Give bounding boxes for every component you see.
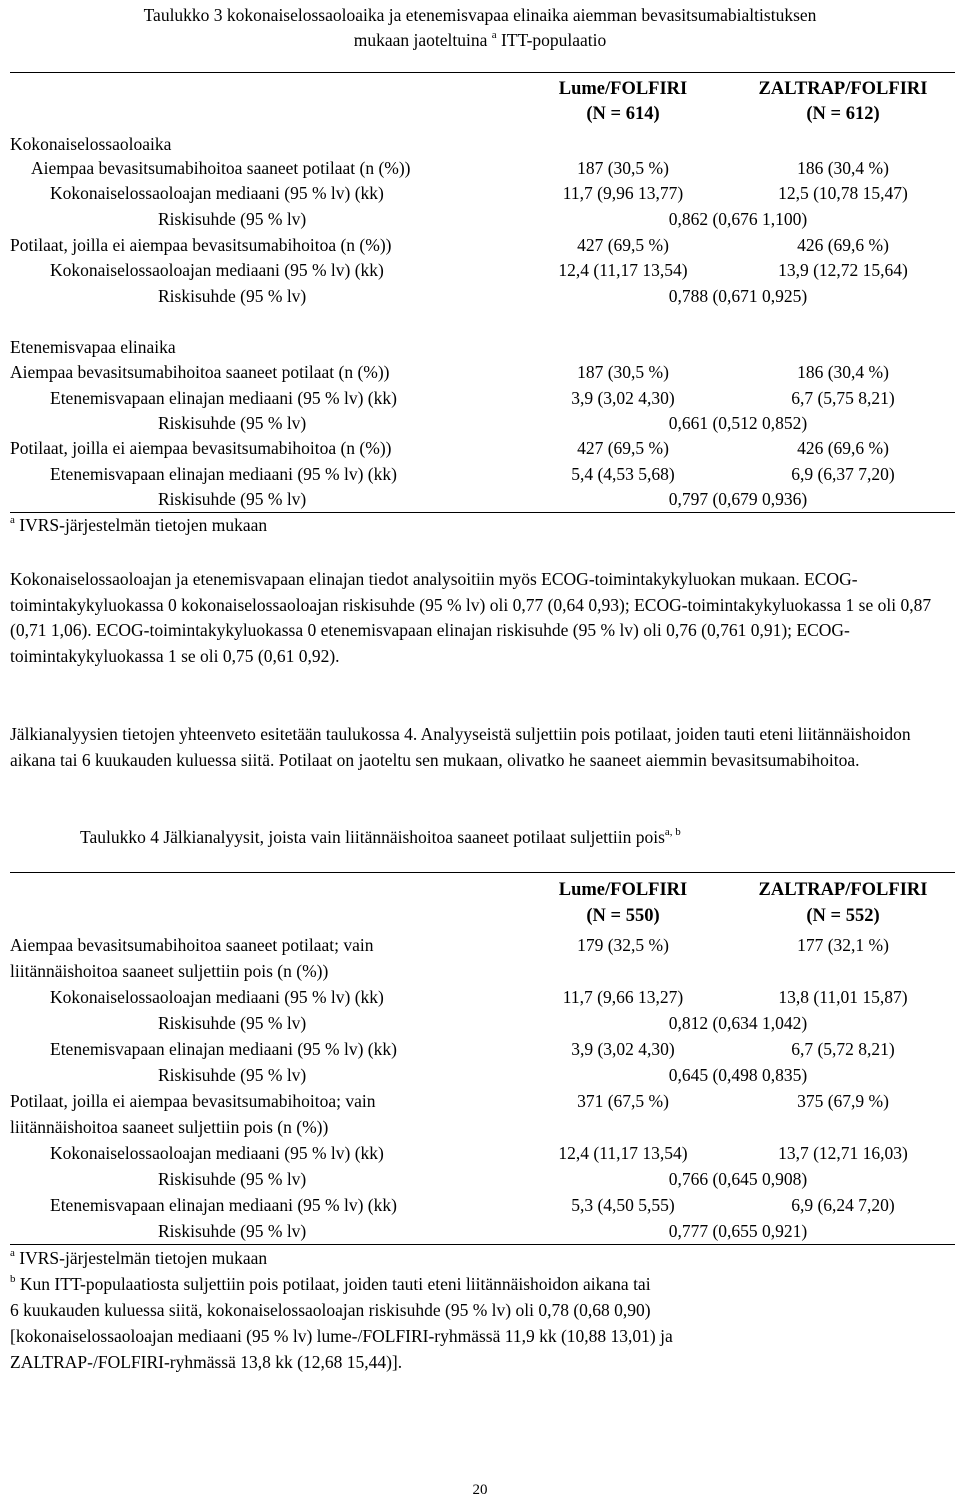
footnote-b-line: ZALTRAP-/FOLFIRI-ryhmässä 13,8 kk (12,68 15,44)]. (10, 1352, 403, 1372)
row-label: Kokonaiselossaoloajan mediaani (95 % lv) (kk) (50, 1143, 384, 1163)
footnote-b-line: 6 kuukauden kuluessa siitä, kokonaiselossaoloajan riskisuhde (95 % lv) oli 0,78 (0,68 0,90) (10, 1300, 651, 1320)
cell-lume: 5,4 (4,53 5,68) (571, 464, 675, 484)
table3-title-suffix: ITT-populaatio (496, 30, 607, 50)
row-label: Riskisuhde (95 % lv) (158, 1013, 307, 1033)
cell-hazard-ratio: 0,797 (0,679 0,936) (668, 489, 808, 509)
row-label: Aiempaa bevasitsumabihoitoa saaneet potilaat (n (%)) (31, 158, 411, 178)
footnote-marker: b (10, 1273, 16, 1285)
table4-footnote-b (10, 1273, 651, 1295)
cell-zaltrap: 426 (69,6 %) (797, 235, 889, 255)
row-label: Potilaat, joilla ei aiempaa bevasitsumabihoitoa (n (%)) (10, 235, 392, 255)
cell-lume: 11,7 (9,96 13,77) (562, 183, 684, 203)
table4-col1-n: (N = 550) (586, 906, 660, 926)
row-label: Aiempaa bevasitsumabihoitoa saaneet potilaat (n (%)) (10, 362, 390, 382)
cell-lume: 371 (67,5 %) (577, 1091, 669, 1111)
page-number: 20 (472, 1482, 488, 1498)
footnote-text: IVRS-järjestelmän tietojen mukaan (19, 1248, 268, 1268)
cell-lume: 179 (32,5 %) (577, 935, 669, 955)
row-label: Kokonaiselossaoloajan mediaani (95 % lv) (kk) (50, 183, 384, 203)
table4-col1-header: Lume/FOLFIRI (558, 880, 688, 900)
cell-zaltrap: 186 (30,4 %) (797, 362, 889, 382)
cell-hazard-ratio: 0,777 (0,655 0,921) (668, 1221, 808, 1241)
row-label: Potilaat, joilla ei aiempaa bevasitsumabihoitoa (n (%)) (10, 438, 392, 458)
table4-footnote-a (10, 1247, 267, 1269)
row-label: Etenemisvapaan elinajan mediaani (95 % lv) (kk) (50, 1039, 397, 1059)
row-label: Kokonaiselossaoloajan mediaani (95 % lv) (kk) (50, 260, 384, 280)
cell-hazard-ratio: 0,812 (0,634 1,042) (668, 1013, 808, 1033)
footnote-marker: a (10, 1247, 15, 1259)
footnote-text: Kun ITT-populaatiosta suljettiin pois potilaat, joiden tauti eteni liitännäishoidon aikana tai (19, 1274, 651, 1294)
row-label: Aiempaa bevasitsumabihoitoa saaneet potilaat; vain (10, 935, 374, 955)
cell-lume: 427 (69,5 %) (577, 438, 669, 458)
cell-lume: 5,3 (4,50 5,55) (571, 1195, 675, 1215)
cell-zaltrap: 6,9 (6,24 7,20) (791, 1195, 895, 1215)
footnote-text: IVRS-järjestelmän tietojen mukaan (19, 515, 268, 535)
row-label: Etenemisvapaan elinajan mediaani (95 % lv) (kk) (50, 464, 397, 484)
row-label: Riskisuhde (95 % lv) (158, 209, 307, 229)
row-label: liitännäishoitoa saaneet suljettiin pois (n (%)) (10, 961, 329, 981)
cell-hazard-ratio: 0,862 (0,676 1,100) (668, 209, 808, 229)
row-label: Potilaat, joilla ei aiempaa bevasitsumabihoitoa; vain (10, 1091, 376, 1111)
table4-col2-header: ZALTRAP/FOLFIRI (758, 880, 928, 900)
row-label: Etenemisvapaan elinajan mediaani (95 % lv) (kk) (50, 388, 397, 408)
row-label: Riskisuhde (95 % lv) (158, 1169, 307, 1189)
row-label: Kokonaiselossaoloajan mediaani (95 % lv) (kk) (50, 987, 384, 1007)
table3-col2-n: (N = 612) (806, 104, 880, 124)
cell-zaltrap: 6,9 (6,37 7,20) (791, 464, 895, 484)
cell-lume: 12,4 (11,17 13,54) (558, 1143, 688, 1163)
paragraph-ecog: Kokonaiselossaoloajan ja etenemisvapaan elinajan tiedot analysoitiin myös ECOG-toimintakykyluokan mukaan. ECOG-toimintakykyluokassa 0 kokonaiselossaoloajan riskisuhde (95 % lv) oli 0,77 (0,64 0,93); ECOG-toimintakykyluokassa 1 se oli 0,87 (0,71 1,06). ECOG-toimintakykyluokassa 0 etenemisvapaan elinajan riskisuhde (95 % lv) oli 0,76 (0,761 0,91); ECOG-toimintakykyluokassa 1 se oli 0,75 (0,61 0,92). (10, 569, 932, 666)
footnote-marker: a (10, 514, 15, 526)
table3-footnote (10, 514, 267, 536)
cell-lume: 11,7 (9,66 13,27) (562, 987, 684, 1007)
cell-zaltrap: 177 (32,1 %) (797, 935, 889, 955)
row-label: Etenemisvapaan elinajan mediaani (95 % lv) (kk) (50, 1195, 397, 1215)
cell-zaltrap: 13,8 (11,01 15,87) (778, 987, 908, 1007)
cell-hazard-ratio: 0,766 (0,645 0,908) (668, 1169, 808, 1189)
table3-col1-header: Lume/FOLFIRI (558, 79, 688, 99)
footnote-b-line: [kokonaiselossaoloajan mediaani (95 % lv) lume-/FOLFIRI-ryhmässä 11,9 kk (10,88 13,01) ja (10, 1326, 673, 1346)
row-label: Riskisuhde (95 % lv) (158, 413, 307, 433)
section-heading: Etenemisvapaa elinaika (10, 337, 176, 357)
cell-hazard-ratio: 0,788 (0,671 0,925) (668, 286, 808, 306)
table4-title (80, 826, 681, 848)
table4-bottom-rule (10, 1244, 955, 1245)
table4-title-text: Taulukko 4 Jälkianalyysit, joista vain liitännäishoitoa saaneet potilaat suljettiin pois (80, 827, 665, 847)
footnote-marker: a, b (664, 826, 681, 838)
cell-zaltrap: 12,5 (10,78 15,47) (778, 183, 908, 203)
cell-lume: 12,4 (11,17 13,54) (558, 260, 688, 280)
cell-hazard-ratio: 0,645 (0,498 0,835) (668, 1065, 808, 1085)
cell-lume: 3,9 (3,02 4,30) (571, 1039, 675, 1059)
cell-lume: 187 (30,5 %) (577, 158, 669, 178)
cell-lume: 3,9 (3,02 4,30) (571, 388, 675, 408)
footnote-marker: a (491, 29, 497, 41)
cell-zaltrap: 13,7 (12,71 16,03) (778, 1143, 908, 1163)
table4-col2-n: (N = 552) (806, 906, 880, 926)
row-label: Riskisuhde (95 % lv) (158, 286, 307, 306)
table3-title-text: mukaan jaoteltuina (353, 30, 488, 50)
row-label: Riskisuhde (95 % lv) (158, 1065, 307, 1085)
row-label: Riskisuhde (95 % lv) (158, 1221, 307, 1241)
cell-lume: 427 (69,5 %) (577, 235, 669, 255)
table3-title-line1: Taulukko 3 kokonaiselossaoloaika ja etenemisvapaa elinaika aiemman bevasitsumabialtistuksen (143, 5, 817, 25)
table3-top-rule (10, 72, 955, 73)
cell-zaltrap: 375 (67,9 %) (797, 1091, 889, 1111)
cell-zaltrap: 6,7 (5,72 8,21) (791, 1039, 895, 1059)
cell-zaltrap: 186 (30,4 %) (797, 158, 889, 178)
cell-zaltrap: 13,9 (12,72 15,64) (778, 260, 908, 280)
table3-bottom-rule (10, 512, 955, 513)
section-heading: Kokonaiselossaoloaika (10, 134, 172, 154)
paragraph-post-hoc: Jälkianalyysien tietojen yhteenveto esitetään taulukossa 4. Analyyseistä suljettiin pois potilaat, joiden tauti eteni liitännäishoidon aikana tai 6 kuukauden kuluessa siitä. Potilaat on jaoteltu sen mukaan, olivatko he saaneet aiemmin bevasitsumabihoitoa. (10, 724, 911, 770)
table3-col2-header: ZALTRAP/FOLFIRI (758, 79, 928, 99)
cell-lume: 187 (30,5 %) (577, 362, 669, 382)
table3-col1-n: (N = 614) (586, 104, 660, 124)
cell-zaltrap: 426 (69,6 %) (797, 438, 889, 458)
cell-hazard-ratio: 0,661 (0,512 0,852) (668, 413, 808, 433)
row-label: Riskisuhde (95 % lv) (158, 489, 307, 509)
cell-zaltrap: 6,7 (5,75 8,21) (791, 388, 895, 408)
table4-top-rule (10, 872, 955, 873)
table3-title-line2 (0, 29, 960, 51)
row-label: liitännäishoitoa saaneet suljettiin pois (n (%)) (10, 1117, 329, 1137)
